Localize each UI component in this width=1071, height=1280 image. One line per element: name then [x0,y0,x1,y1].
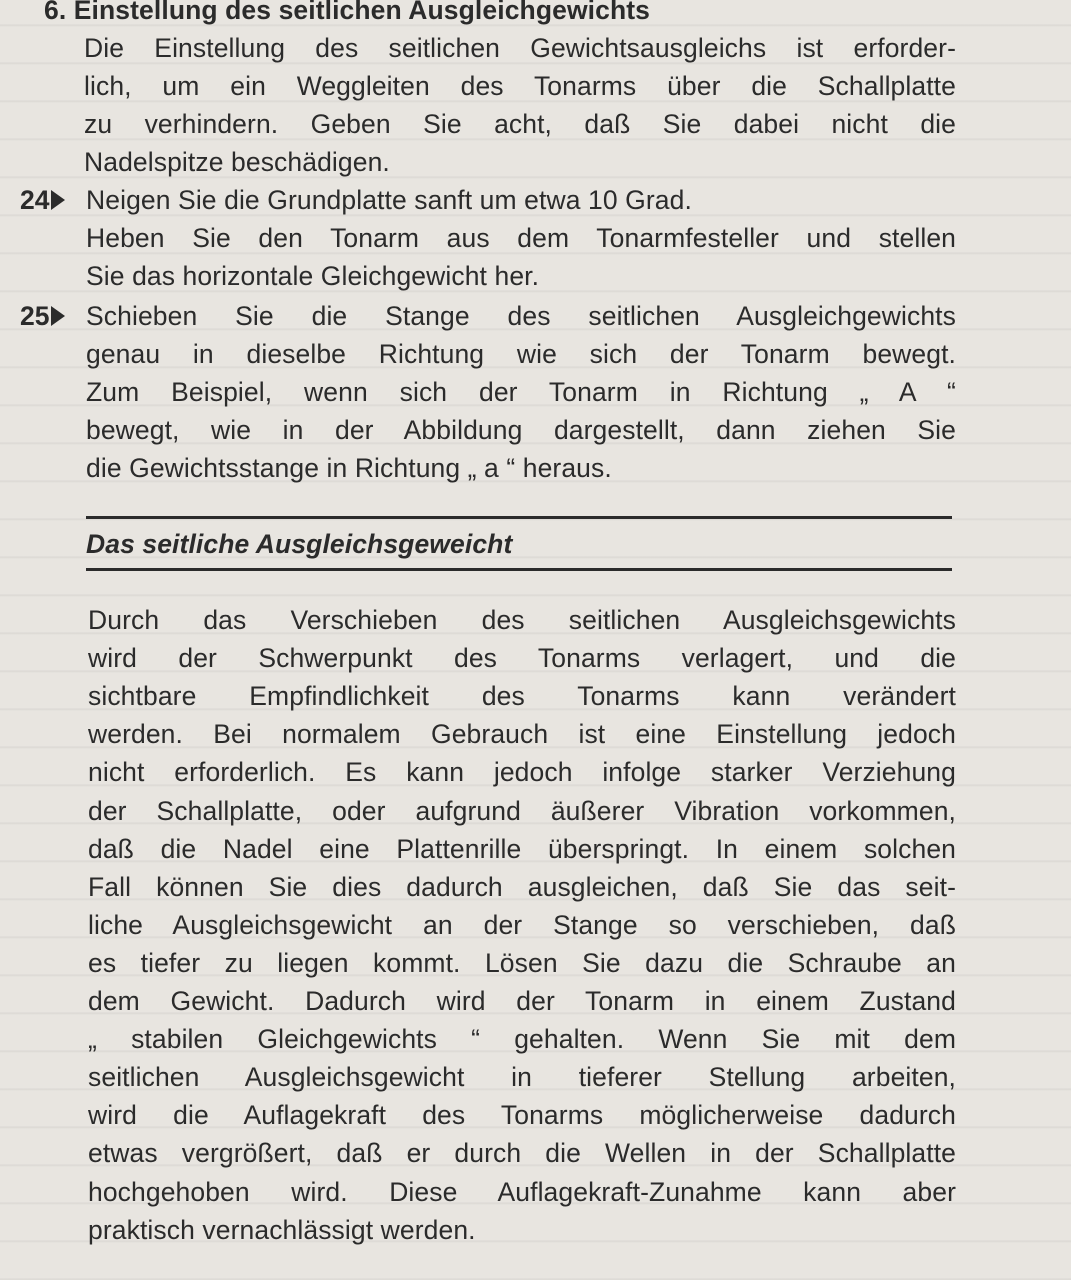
section-text-line: Die Einstellung des seitlichen Gewichtsausgleichs ist erforder- [84,33,956,63]
box-text-line: es tiefer zu liegen kommt. Lösen Sie dazu die Schraube an [88,947,956,978]
box-text-line: werden. Bei normalem Gebrauch ist eine Einstellung jedoch [88,719,956,750]
box-text-line: der Schallplatte, oder aufgrund äußerer Vibration vorkommen, [88,795,956,826]
step-text-line: bewegt, wie in der Abbildung dargestellt, dann ziehen Sie [86,415,956,445]
box-text-line: wird der Schwerpunkt des Tonarms verlagert, und die [88,643,956,674]
step-text-line: die Gewichtsstange in Richtung „ a “ heraus. [86,453,612,483]
box-text-line: seitlichen Ausgleichsgewicht in tieferer Stellung arbeiten, [88,1062,956,1093]
box-text-line: „ stabilen Gleichgewichts “ gehalten. Wenn Sie mit dem [88,1024,956,1055]
box-text-line: hochgehoben wird. Diese Auflagekraft-Zunahme kann aber [88,1176,956,1207]
step-text-line: Neigen Sie die Grundplatte sanft um etwa 10 Grad. [86,185,692,215]
step-text-line: Schieben Sie die Stange des seitlichen Ausgleichgewichts [86,301,956,331]
box-title: Das seitliche Ausgleichsgeweicht [86,529,513,559]
box-text-line: praktisch vernachlässigt werden. [88,1214,476,1245]
box-text-line: daß die Nadel eine Plattenrille überspringt. In einem solchen [88,833,956,864]
step-marker [20,300,65,332]
arrow-right-icon [51,306,65,326]
box-text-line: Fall können Sie dies dadurch ausgleichen, daß Sie das seit- [88,871,956,902]
section-text-line: lich, um ein Weggleiten des Tonarms über die Schallplatte [84,71,956,101]
step-number: 25 [20,301,50,331]
box-text-line: liche Ausgleichsgewicht an der Stange so verschieben, daß [88,909,956,940]
section-text-line: zu verhindern. Geben Sie acht, daß Sie dabei nicht die [84,109,956,139]
section-text-line: Nadelspitze beschädigen. [84,147,390,177]
arrow-right-icon [51,190,65,210]
step-number: 24 [20,185,50,215]
section-heading: 6. Einstellung des seitlichen Ausgleichgewichts [44,0,651,25]
box-title-rule [86,568,952,571]
box-text-line: dem Gewicht. Dadurch wird der Tonarm in einem Zustand [88,986,956,1016]
box-text-line: sichtbare Empfindlichkeit des Tonarms kann verändert [88,681,956,712]
step-marker [20,184,65,216]
box-top-rule [86,516,952,519]
box-text-line: nicht erforderlich. Es kann jedoch infolge starker Verziehung [88,757,956,788]
step-text-line: Sie das horizontale Gleichgewicht her. [86,261,540,291]
box-text-line: Durch das Verschieben des seitlichen Ausgleichsgewichts [88,605,956,635]
step-text-line: Heben Sie den Tonarm aus dem Tonarmfesteller und stellen [86,223,956,253]
box-text-line: wird die Auflagekraft des Tonarms möglicherweise dadurch [88,1100,956,1131]
step-text-line: Zum Beispiel, wenn sich der Tonarm in Richtung „ A “ [86,377,956,407]
box-text-line: etwas vergrößert, daß er durch die Wellen in der Schallplatte [88,1138,956,1169]
step-text-line: genau in dieselbe Richtung wie sich der Tonarm bewegt. [86,339,956,369]
